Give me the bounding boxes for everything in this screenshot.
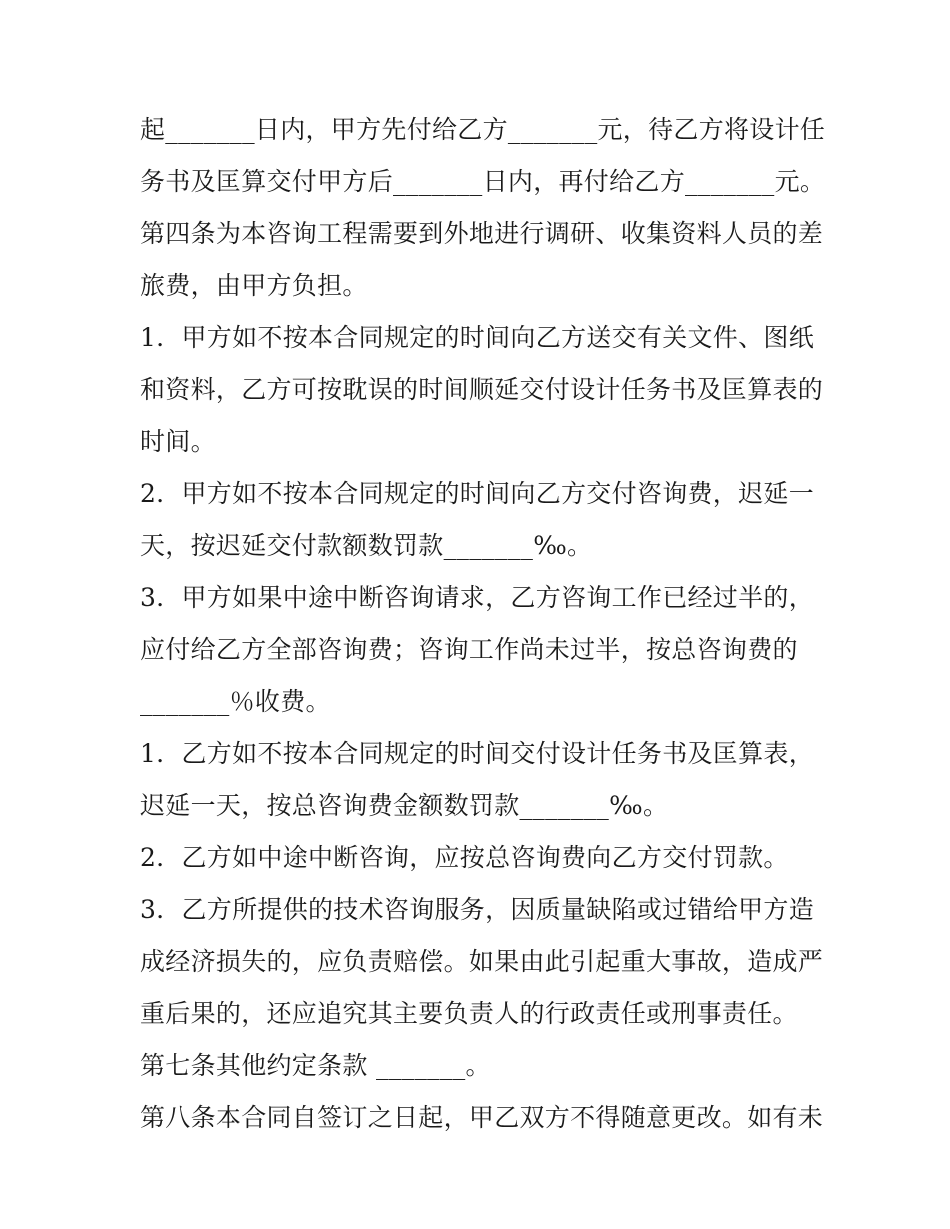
text-line: 1．甲方如不按本合同规定的时间向乙方送交有关文件、图纸 bbox=[140, 323, 815, 352]
text-line: 第七条其他约定条款 _______。 bbox=[140, 1051, 491, 1080]
text-line: 天，按迟延交付款额数罚款_______‰。 bbox=[140, 531, 593, 560]
text-line: 成经济损失的，应负责赔偿。如果由此引起重大事故，造成严 bbox=[140, 947, 824, 976]
text-line: 务书及匡算交付甲方后_______日内，再付给乙方_______元。 bbox=[140, 167, 826, 196]
text-line: 第八条本合同自签订之日起，甲乙双方不得随意更改。如有未 bbox=[140, 1103, 824, 1132]
text-line: 3．甲方如果中途中断咨询请求，乙方咨询工作已经过半的， bbox=[140, 583, 815, 612]
text-line: 起_______日内，甲方先付给乙方_______元，待乙方将设计任 bbox=[140, 115, 826, 144]
text-line: 2．乙方如中途中断咨询，应按总咨询费向乙方交付罚款。 bbox=[140, 843, 789, 872]
text-line: 第四条为本咨询工程需要到外地进行调研、收集资料人员的差 bbox=[140, 219, 824, 248]
text-line: 2．甲方如不按本合同规定的时间向乙方交付咨询费，迟延一 bbox=[140, 479, 815, 508]
text-line: 旅费，由甲方负担。 bbox=[140, 271, 368, 300]
text-line: 迟延一天，按总咨询费金额数罚款_______‰。 bbox=[140, 791, 669, 820]
text-line: _______％收费。 bbox=[140, 687, 331, 716]
text-line: 1．乙方如不按本合同规定的时间交付设计任务书及匡算表， bbox=[140, 739, 815, 768]
text-line: 3．乙方所提供的技术咨询服务，因质量缺陷或过错给甲方造 bbox=[140, 895, 815, 924]
text-line: 时间。 bbox=[140, 427, 216, 456]
text-line: 和资料，乙方可按耽误的时间顺延交付设计任务书及匡算表的 bbox=[140, 375, 824, 404]
text-line: 应付给乙方全部咨询费；咨询工作尚未过半，按总咨询费的 bbox=[140, 635, 798, 664]
text-line: 重后果的，还应追究其主要负责人的行政责任或刑事责任。 bbox=[140, 999, 798, 1028]
